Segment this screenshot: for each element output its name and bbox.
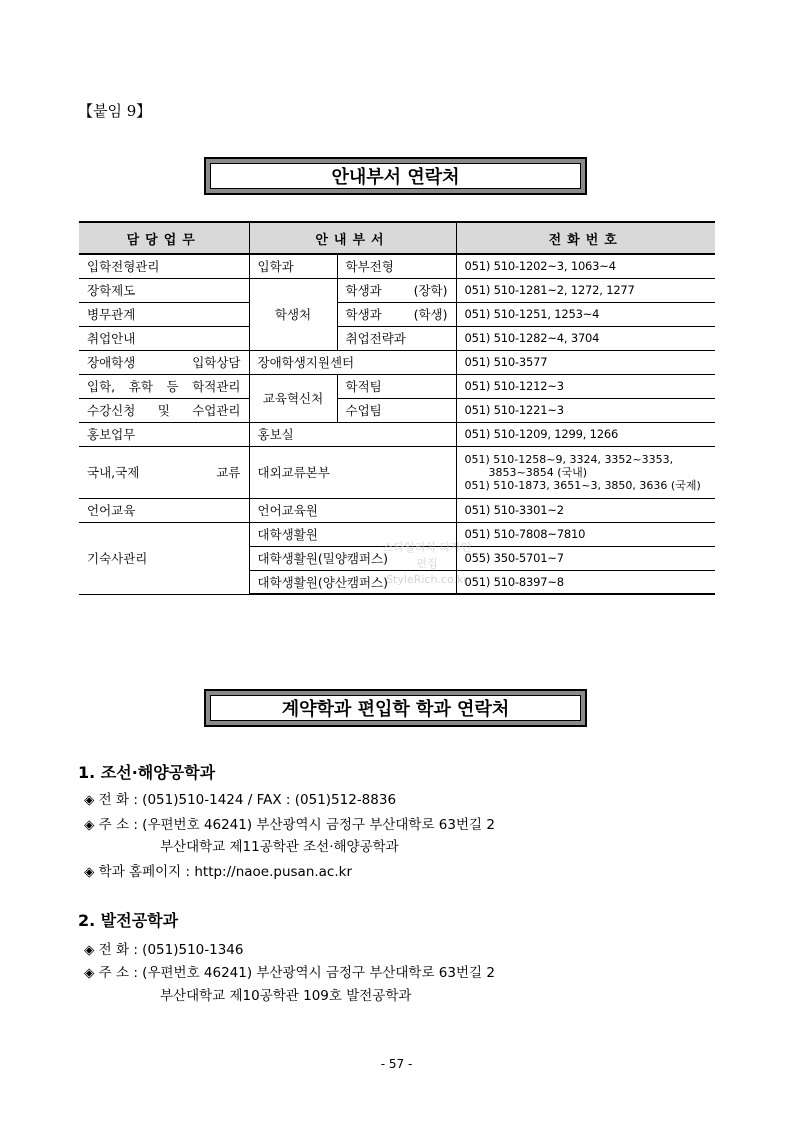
task-cell: 취업안내 [79, 326, 249, 350]
dept-cell: 학생처 [249, 278, 337, 350]
table-row [79, 374, 715, 398]
dept2-heading: 2. 발전공학과 [78, 911, 179, 930]
dept-cell: 대외교류본부 [249, 446, 456, 498]
phone-cell: 051) 510-3577 [456, 350, 715, 374]
section2-title: 계약학과 편입학 학과 연락처 [210, 695, 581, 721]
dept1-heading: 1. 조선·해양공학과 [78, 763, 216, 782]
dept-cell: 대학생활원(양산캠퍼스) [249, 570, 456, 594]
table-row [79, 302, 715, 326]
task-cell: 국내,국제 교류 [79, 446, 249, 498]
table-header-row [79, 222, 715, 254]
task-cell: 장학제도 [79, 278, 249, 302]
header-task: 담당업무 [79, 222, 249, 254]
subdept-cell: 수업팀 [337, 398, 456, 422]
phone-line: 3853~3854 (국내) [488, 465, 588, 479]
dept2-phone: ◈ 전 화 : (051)510-1346 [84, 942, 244, 958]
phone-cell: 051) 510-1202~3, 1063~4 [456, 254, 715, 278]
phone-cell: 051) 510-7808~7810 [456, 522, 715, 546]
contacts-table [79, 221, 715, 595]
phone-cell: 051) 510-1251, 1253~4 [456, 302, 715, 326]
task-cell: 언어교육 [79, 498, 249, 522]
phone-cell: 051) 510-1281~2, 1272, 1277 [456, 278, 715, 302]
phone-cell: 051) 510-3301~2 [456, 498, 715, 522]
subdept-cell: 학생과 (장학) [337, 278, 456, 302]
dept1-address-cont: 부산대학교 제11공학관 조선·해양공학과 [160, 839, 399, 855]
dept1-homepage: ◈ 학과 홈페이지 : http://naoe.pusan.ac.kr [84, 864, 353, 880]
task-cell: 수강신청 및 수업관리 [79, 398, 249, 422]
dept-cell: 장애학생지원센터 [249, 350, 456, 374]
phone-cell: 051) 510-1282~4, 3704 [456, 326, 715, 350]
table-row [79, 446, 715, 498]
task-cell: 장애학생 입학상담 [79, 350, 249, 374]
table-row [79, 398, 715, 422]
dept-cell: 입학과 [249, 254, 337, 278]
phone-cell: 051) 510-1221~3 [456, 398, 715, 422]
attachment-label: 【붙임 9】 [78, 102, 152, 120]
section1-title: 안내부서 연락처 [210, 163, 581, 189]
dept-cell: 홍보실 [249, 422, 456, 446]
header-phone: 전화번호 [456, 222, 715, 254]
dept-cell: 대학생활원(밀양캠퍼스) [249, 546, 456, 570]
phone-cell: 055) 350-5701~7 [456, 546, 715, 570]
task-cell: 입학, 휴학 등 학적관리 [79, 374, 249, 398]
task-cell: 입학전형관리 [79, 254, 249, 278]
dept-cell: 교육혁신처 [249, 374, 337, 422]
phone-cell: 051) 510-1212~3 [456, 374, 715, 398]
phone-cell: 051) 510-8397~8 [456, 570, 715, 594]
phone-line: 051) 510-1873, 3651~3, 3850, 3636 (국제) [464, 478, 701, 492]
page-number: - 57 - [380, 1057, 413, 1071]
subdept-cell: 학생과 (학생) [337, 302, 456, 326]
dept-cell: 언어교육원 [249, 498, 456, 522]
table-row [79, 498, 715, 522]
dept-cell: 대학생활원 [249, 522, 456, 546]
table-row [79, 422, 715, 446]
subdept-cell: 취업전략과 [337, 326, 456, 350]
dept1-phone: ◈ 전 화 : (051)510-1424 / FAX : (051)512-8836 [84, 792, 397, 808]
header-dept: 안내부서 [249, 222, 456, 254]
task-cell: 기숙사관리 [79, 522, 249, 594]
subdept-cell: 학부전형 [337, 254, 456, 278]
phone-cell: 051) 510-1209, 1299, 1266 [456, 422, 715, 446]
table-row [79, 326, 715, 350]
table-row [79, 254, 715, 278]
dept1-address: ◈ 주 소 : (우편번호 46241) 부산광역시 금정구 부산대학로 63번길 2 [84, 817, 495, 833]
phone-line: 051) 510-1258~9, 3324, 3352~3353, [464, 452, 674, 466]
section2-title-box [204, 689, 587, 727]
phone-cell [456, 446, 715, 498]
table-row [79, 350, 715, 374]
dept2-address-cont: 부산대학교 제10공학관 109호 발전공학과 [160, 988, 412, 1004]
section1-title-box [204, 157, 587, 195]
subdept-cell: 학적팀 [337, 374, 456, 398]
dept2-address: ◈ 주 소 : (우편번호 46241) 부산광역시 금정구 부산대학로 63번길 2 [84, 965, 495, 981]
task-cell: 병무관계 [79, 302, 249, 326]
watermark: 스타일리치 디자인편집 StyleRich.co.kr [382, 541, 472, 586]
table-row [79, 278, 715, 302]
task-cell: 홍보업무 [79, 422, 249, 446]
